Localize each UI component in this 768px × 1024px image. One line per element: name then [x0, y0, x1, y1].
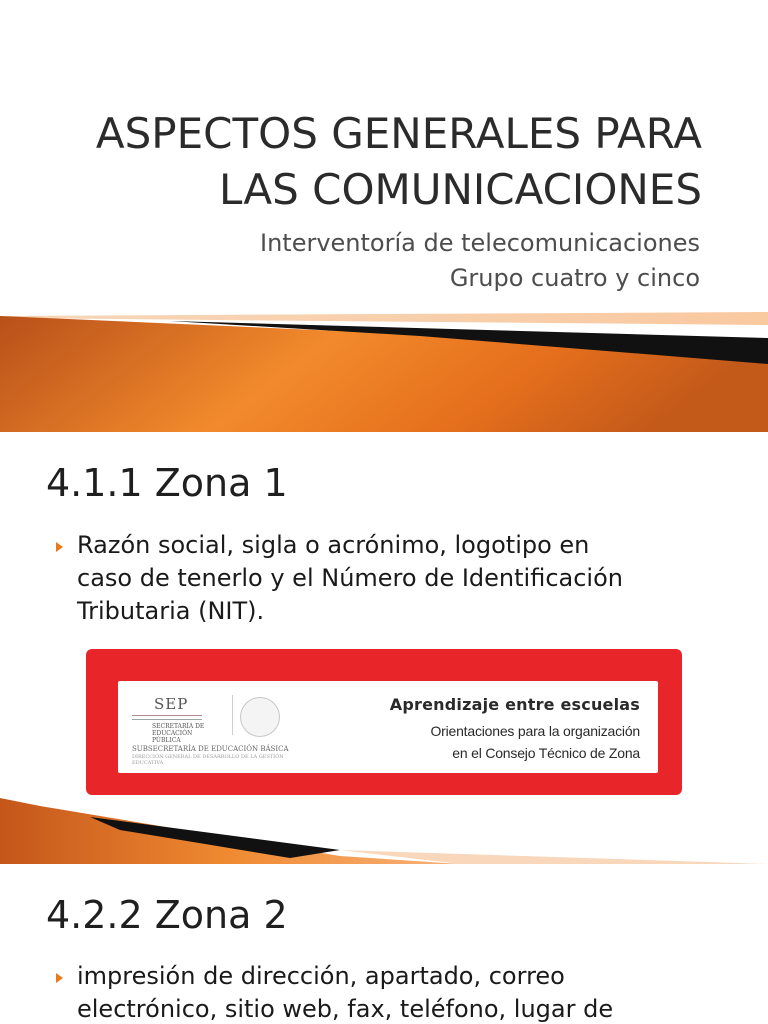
- subtitle-line-2: Grupo cuatro y cinco: [449, 264, 700, 292]
- slide-3: [0, 864, 768, 1024]
- sep-subsecretaria: SUBSECRETARÍA DE EDUCACIÓN BÁSICA: [132, 745, 289, 753]
- slide-2: [0, 432, 768, 864]
- slide-1: [0, 0, 768, 432]
- bullet-item: [56, 960, 736, 1024]
- slide-heading: 4.2.2 Zona 2: [46, 893, 288, 937]
- subtitle-line-1: Interventoría de telecomunicaciones: [260, 229, 700, 257]
- banner-subtitle-1: Orientaciones para la organización: [430, 723, 640, 739]
- orange-decorative-band: [0, 432, 768, 864]
- bullet-line-1: Razón social, sigla o acrónimo, logotipo en: [77, 531, 590, 559]
- bullet-line-2: electrónico, sitio web, fax, teléfono, lugar de: [77, 995, 614, 1023]
- bullet-text: [77, 960, 613, 1024]
- sep-dept-line-1: SECRETARÍA DE: [152, 723, 205, 730]
- bullet-line-1: impresión de dirección, apartado, correo: [77, 962, 565, 990]
- title-line-1: ASPECTOS GENERALES PARA: [95, 109, 702, 158]
- banner-subtitle-2: en el Consejo Técnico de Zona: [452, 745, 640, 761]
- bullet-line-2: caso de tenerlo y el Número de Identificación: [77, 564, 623, 592]
- sep-direccion: DIRECCIÓN GENERAL DE DESARROLLO DE LA GESTIÓN EDUCATIVA: [132, 754, 284, 766]
- sep-dept-line-2: EDUCACIÓN PÚBLICA: [152, 730, 193, 744]
- orange-decorative-band: [0, 0, 768, 432]
- bullet-arrow-icon: [56, 973, 63, 983]
- title-line-2: LAS COMUNICACIONES: [219, 165, 702, 214]
- slide-heading: 4.1.1 Zona 1: [46, 461, 288, 505]
- sep-name: SEP: [154, 695, 189, 713]
- banner-title: Aprendizaje entre escuelas: [389, 695, 640, 714]
- bullet-line-3: Tributaria (NIT).: [77, 597, 265, 625]
